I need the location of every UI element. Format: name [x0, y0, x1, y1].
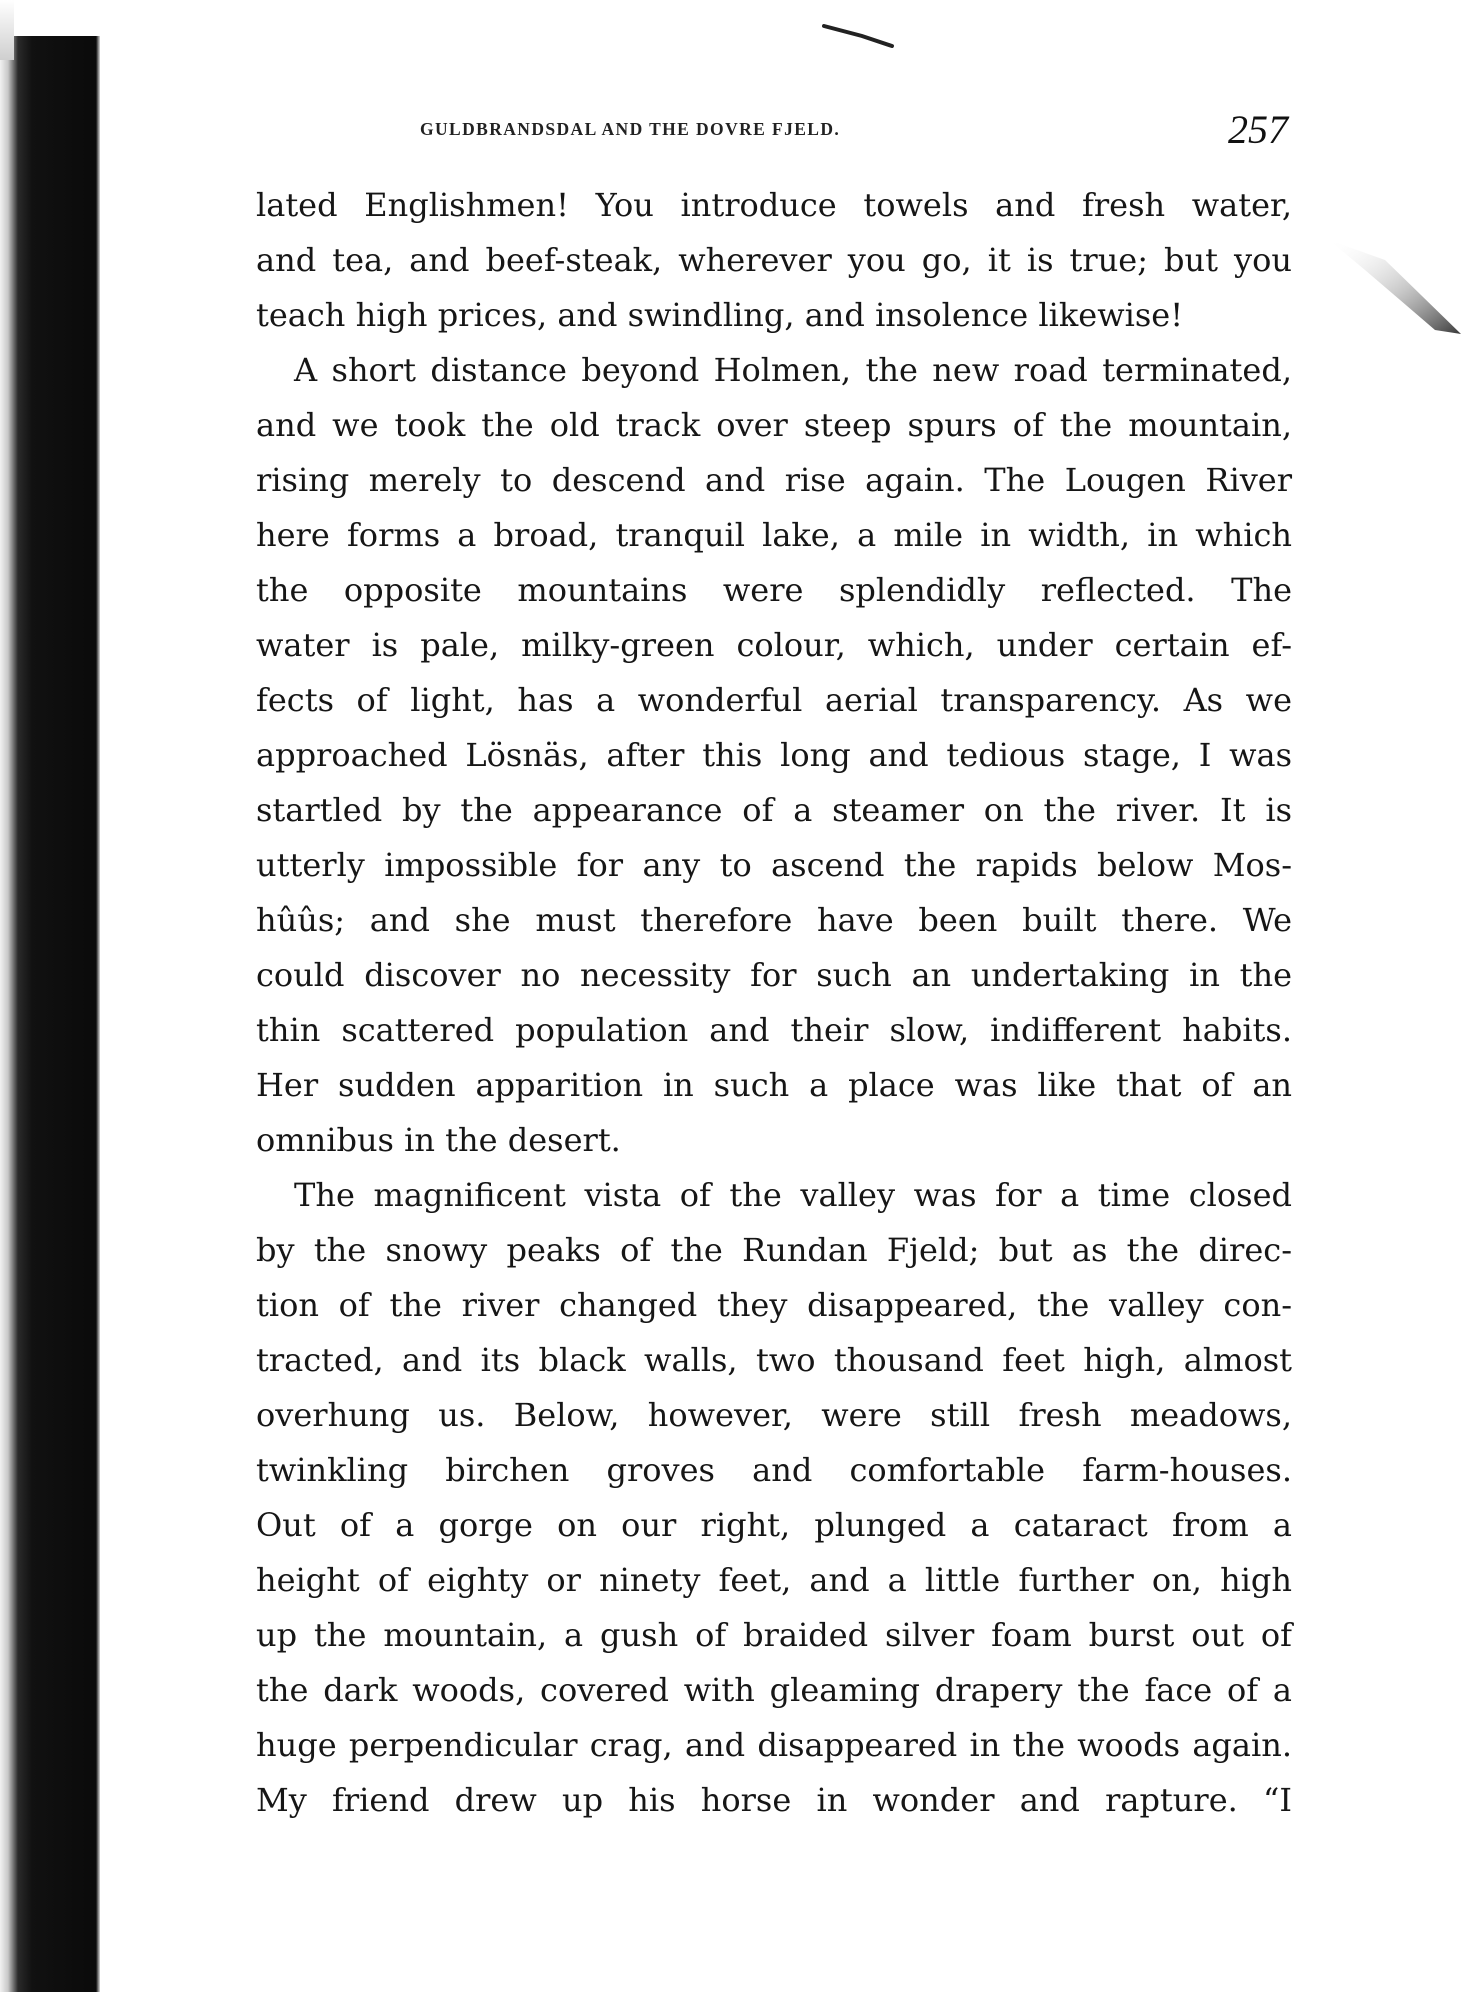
text-line: could discover no necessity for such an undertaking in the [256, 956, 1292, 994]
text-line: overhung us. Below, however, were still fresh meadows, [256, 1396, 1292, 1434]
text-line: teach high prices, and swindling, and insolence likewise! [256, 296, 1184, 334]
text-line: utterly impossible for any to ascend the rapids below Mos- [256, 846, 1292, 884]
text-line: omnibus in the desert. [256, 1121, 621, 1159]
text-line: and tea, and beef-steak, wherever you go, it is true; but you [256, 241, 1292, 279]
running-head: GULDBRANDSDAL AND THE DOVRE FJELD. [420, 119, 841, 139]
text-line: tracted, and its black walls, two thousand feet high, almost [256, 1341, 1292, 1379]
body-text [256, 178, 1292, 1828]
text-line: the dark woods, covered with gleaming drapery the face of a [256, 1671, 1292, 1709]
text-line: Out of a gorge on our right, plunged a cataract from a [256, 1506, 1292, 1544]
stray-ink-mark [822, 22, 896, 48]
text-line: rising merely to descend and rise again. The Lougen River [256, 461, 1292, 499]
text-line: thin scattered population and their slow, indifferent habits. [256, 1011, 1292, 1049]
book-binding-shadow [0, 36, 100, 1992]
text-line: startled by the appearance of a steamer on the river. It is [256, 791, 1292, 829]
page-header [420, 108, 1288, 154]
text-line: height of eighty or ninety feet, and a little further on, high [256, 1561, 1292, 1599]
text-line: My friend drew up his horse in wonder and rapture. “I [256, 1781, 1292, 1819]
page-number: 257 [1228, 107, 1288, 152]
paragraph-1 [256, 178, 1292, 343]
text-line: up the mountain, a gush of braided silver foam burst out of [256, 1616, 1292, 1654]
text-line: and we took the old track over steep spurs of the mountain, [256, 406, 1292, 444]
paragraph-3 [256, 1168, 1292, 1828]
text-line: A short distance beyond Holmen, the new road terminated, [294, 351, 1292, 389]
paragraph-2 [256, 343, 1292, 1168]
text-line: fects of light, has a wonderful aerial transparency. As we [256, 681, 1292, 719]
text-line: lated Englishmen! You introduce towels and fresh water, [256, 186, 1292, 224]
text-line: by the snowy peaks of the Rundan Fjeld; but as the direc- [256, 1231, 1292, 1269]
text-line: The magnificent vista of the valley was for a time closed [294, 1176, 1292, 1214]
text-line: Her sudden apparition in such a place was like that of an [256, 1066, 1292, 1104]
text-line: hûûs; and she must therefore have been built there. We [256, 901, 1292, 939]
text-line: tion of the river changed they disappeared, the valley con- [256, 1286, 1292, 1324]
text-line: huge perpendicular crag, and disappeared in the woods again. [256, 1726, 1292, 1764]
text-line: here forms a broad, tranquil lake, a mile in width, in which [256, 516, 1292, 554]
text-line: the opposite mountains were splendidly reflected. The [256, 571, 1292, 609]
text-line: water is pale, milky-green colour, which, under certain ef- [256, 626, 1292, 664]
text-line: approached Lösnäs, after this long and tedious stage, I was [256, 736, 1292, 774]
text-line: twinkling birchen groves and comfortable farm-houses. [256, 1451, 1292, 1489]
page-smudge [1325, 230, 1465, 340]
